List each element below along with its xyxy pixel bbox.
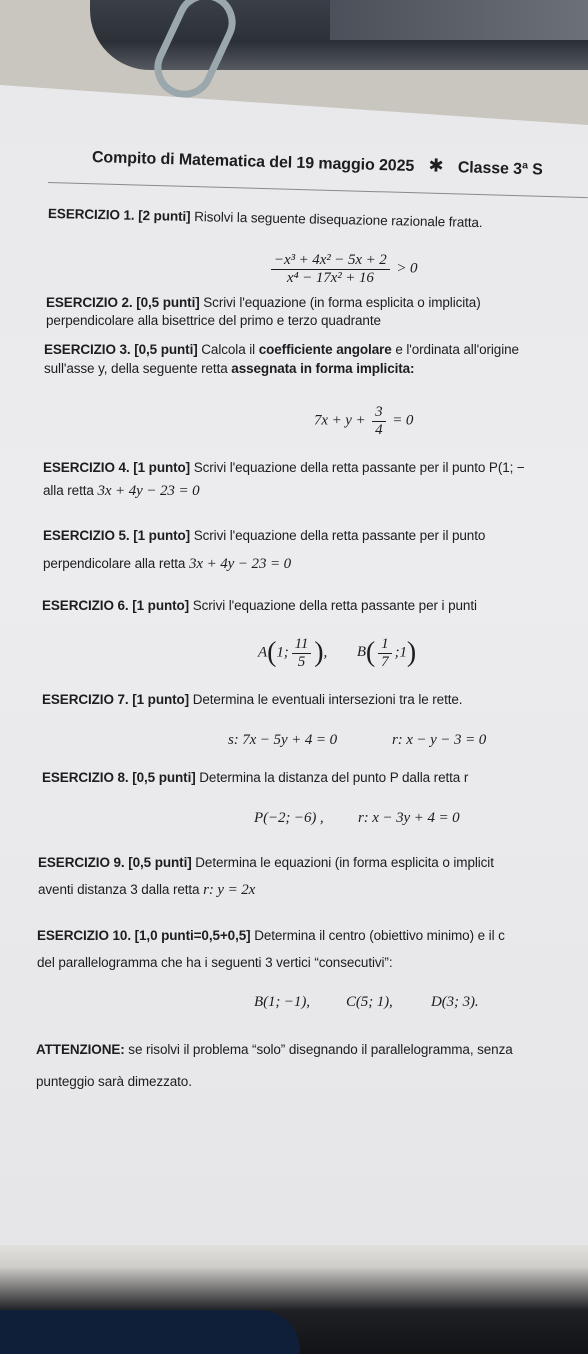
- exercise-7-heading: ESERCIZIO 7. [1 punto]: [42, 692, 190, 707]
- point-a-x: 1;: [276, 644, 289, 661]
- exercise-7-text: Determina le eventuali intersezioni tra le rette.: [192, 692, 463, 707]
- exercise-4: [43, 460, 525, 475]
- attention-text-1: se risolvi il problema “solo” disegnando il parallelogramma, senza: [124, 1042, 513, 1057]
- exercise-4-text-2: alla retta: [43, 483, 94, 498]
- exercise-1-fraction: [271, 252, 390, 286]
- point-a-label: A: [258, 644, 268, 661]
- exercise-1-text: Risolvi la seguente disequazione razionale fratta.: [194, 209, 483, 231]
- exercise-2-text-2: perpendicolare alla bisettrice del primo e terzo quadrante: [46, 313, 381, 328]
- exercise-6-points: A(1; $\frac{11}{5}$ ), B( $\frac{1}{7}$ ;1): [258, 636, 417, 670]
- exam-header: [92, 146, 543, 180]
- exercise-9-line-2: [38, 882, 255, 899]
- exercise-6: [42, 598, 477, 613]
- exercise-4-heading: ESERCIZIO 4. [1 punto]: [43, 460, 191, 475]
- vertex-d: D(3; 3).: [431, 994, 479, 1010]
- exercise-1-numerator: −x³ + 4x² − 5x + 2: [271, 252, 390, 270]
- point-b-label: B: [356, 644, 366, 661]
- exercise-1-heading: ESERCIZIO 1. [2 punti]: [47, 206, 191, 224]
- exercise-10-text-2: del parallelogramma che ha i seguenti 3 vertici “consecutivi”:: [37, 955, 393, 970]
- exercise-3-text-1a: Calcola il: [201, 342, 259, 357]
- exercise-7-line-s: s: 7x − 5y + 4 = 0: [228, 732, 337, 748]
- exercise-3-text-1c: e l'ordinata all'origine: [391, 342, 519, 357]
- asterisk-icon: ✱: [428, 155, 444, 176]
- exercise-8-heading: ESERCIZIO 8. [0,5 punti]: [42, 770, 196, 785]
- exercise-2-heading: ESERCIZIO 2. [0,5 punti]: [46, 295, 200, 310]
- exercise-3-heading: ESERCIZIO 3. [0,5 punti]: [44, 342, 198, 357]
- exercise-2: [46, 295, 481, 310]
- exercise-4-formula: 3x + 4y − 23 = 0: [97, 483, 200, 499]
- point-b-y: ;1: [394, 644, 407, 661]
- exercise-3-denominator: 4: [375, 421, 383, 438]
- exercise-1: [48, 206, 483, 230]
- exercise-4-line-2: [43, 483, 200, 500]
- exercise-6-heading: ESERCIZIO 6. [1 punto]: [42, 598, 190, 613]
- exercise-2-text-1: Scrivi l'equazione (in forma esplicita o implicita): [203, 295, 481, 310]
- exercise-3-formula: [314, 404, 413, 438]
- exercise-3-formula-right: = 0: [392, 412, 414, 429]
- exercise-3: [44, 342, 519, 357]
- exercise-7-line-r: r: x − y − 3 = 0: [392, 732, 487, 748]
- exercise-1-relation: > 0: [396, 260, 418, 277]
- point-a-fraction: $\frac{11}{5}$: [292, 636, 312, 670]
- exercise-3-text-2a: sull'asse y, della seguente retta: [44, 361, 232, 376]
- exercise-3-fraction: [372, 404, 385, 438]
- exercise-10-text-1: Determina il centro (obiettivo minimo) e il c: [254, 928, 505, 943]
- exercise-9-heading: ESERCIZIO 9. [0,5 punti]: [38, 855, 192, 870]
- exercise-3-text-2b: assegnata in forma implicita:: [231, 361, 415, 376]
- exercise-4-text-1: Scrivi l'equazione della retta passante per il punto P(1; −: [193, 460, 525, 475]
- exercise-5-formula: 3x + 4y − 23 = 0: [189, 556, 292, 572]
- exam-title: Compito di Matematica del 19 maggio 2025: [91, 149, 415, 175]
- exercise-5-heading: ESERCIZIO 5. [1 punto]: [43, 528, 191, 543]
- exercise-8-point: P(−2; −6) ,: [254, 810, 324, 826]
- exercise-8-text: Determina la distanza del punto P dalla retta r: [199, 770, 469, 785]
- exercise-1-formula: [268, 252, 417, 286]
- exercise-8-line-r: r: x − 3y + 4 = 0: [358, 810, 460, 826]
- exercise-5-text-2: perpendicolare alla retta: [43, 556, 186, 571]
- exercise-3-numerator: 3: [372, 404, 385, 422]
- exercise-9-text-2: aventi distanza 3 dalla retta: [38, 882, 200, 897]
- exercise-3-formula-left: 7x + y +: [314, 412, 370, 429]
- exercise-1-denominator: x⁴ − 17x² + 16: [286, 269, 374, 286]
- header-divider: [48, 182, 588, 198]
- attention-text-2: punteggio sarà dimezzato.: [36, 1074, 192, 1089]
- attention-note: [36, 1042, 513, 1057]
- attention-heading: ATTENZIONE:: [36, 1042, 125, 1057]
- exercise-10: [37, 928, 505, 943]
- exercise-8: [42, 770, 468, 785]
- exercise-9-formula: r: y = 2x: [203, 882, 256, 898]
- exercise-6-text: Scrivi l'equazione della retta passante per i punti: [192, 598, 477, 613]
- exercise-10-heading: ESERCIZIO 10. [1,0 punti=0,5+0,5]: [37, 928, 251, 943]
- vertex-b: B(1; −1),: [254, 994, 310, 1010]
- point-b-fraction: $\frac{1}{7}$: [378, 636, 391, 670]
- exercise-5: [43, 528, 485, 543]
- exercise-7: [42, 692, 462, 707]
- exercise-5-line-2: [43, 556, 291, 573]
- exercise-9: [38, 855, 494, 870]
- vertex-c: C(5; 1),: [346, 994, 393, 1010]
- exercise-3-line-2: [44, 361, 414, 376]
- exercise-3-text-1b: coefficiente angolare: [258, 342, 392, 357]
- class-label: Classe 3ª S: [457, 159, 543, 179]
- exercise-9-text-1: Determina le equazioni (in forma esplicita o implicit: [195, 855, 494, 870]
- exercise-5-text-1: Scrivi l'equazione della retta passante per il punto: [193, 528, 486, 543]
